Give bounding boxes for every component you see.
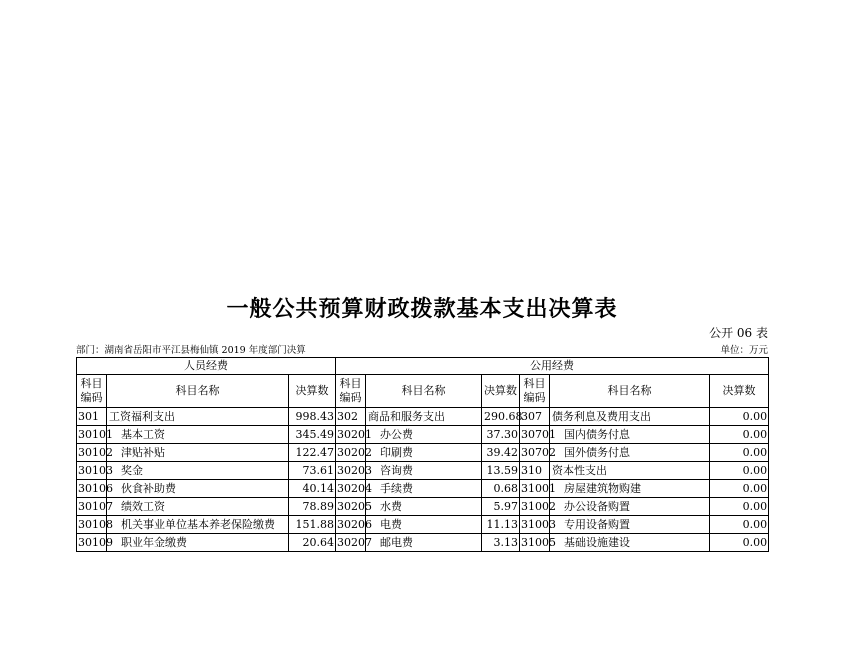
cell-code: 30204: [336, 480, 366, 498]
cell-code: 30202: [336, 444, 366, 462]
cell-amount: 78.89: [289, 498, 336, 516]
cell-code: 30206: [336, 516, 366, 534]
cell-name: 办公设备购置: [550, 498, 710, 516]
cell-code: 301: [77, 408, 107, 426]
cell-name: 工资福利支出: [107, 408, 289, 426]
cell-name: 水费: [366, 498, 482, 516]
department-label: 部门：湖南省岳阳市平江县梅仙镇 2019 年度部门决算: [76, 345, 306, 356]
cell-name: 手续费: [366, 480, 482, 498]
cell-amount: 73.61: [289, 462, 336, 480]
cell-amount: 0.00: [710, 408, 769, 426]
cell-amount: 37.30: [482, 426, 520, 444]
cell-code: 31001: [520, 480, 550, 498]
cell-code: 31002: [520, 498, 550, 516]
cell-code: 30203: [336, 462, 366, 480]
form-code: 公开 06 表: [709, 326, 768, 340]
table-row: [77, 426, 769, 444]
table-row: [77, 516, 769, 534]
header-amount: 决算数: [482, 375, 520, 408]
cell-name: 印刷费: [366, 444, 482, 462]
cell-name: 商品和服务支出: [366, 408, 482, 426]
cell-code: 30701: [520, 426, 550, 444]
cell-amount: 0.00: [710, 444, 769, 462]
cell-name: 绩效工资: [107, 498, 289, 516]
expenditure-table: [76, 357, 769, 552]
cell-name: 津贴补贴: [107, 444, 289, 462]
cell-code: 30702: [520, 444, 550, 462]
header-code: 科目编码: [336, 375, 366, 408]
cell-name: 机关事业单位基本养老保险缴费: [107, 516, 289, 534]
cell-name: 电费: [366, 516, 482, 534]
cell-name: 基本工资: [107, 426, 289, 444]
table-row: [77, 534, 769, 552]
cell-amount: 3.13: [482, 534, 520, 552]
cell-amount: 0.00: [710, 480, 769, 498]
cell-amount: 11.13: [482, 516, 520, 534]
cell-code: 302: [336, 408, 366, 426]
cell-code: 30201: [336, 426, 366, 444]
unit-label: 单位：万元: [720, 345, 768, 356]
cell-amount: 151.88: [289, 516, 336, 534]
header-name: 科目名称: [550, 375, 710, 408]
cell-amount: 290.68: [482, 408, 520, 426]
cell-name: 办公费: [366, 426, 482, 444]
cell-code: 31005: [520, 534, 550, 552]
cell-amount: 20.64: [289, 534, 336, 552]
cell-code: 30109: [77, 534, 107, 552]
cell-name: 专用设备购置: [550, 516, 710, 534]
cell-name: 债务利息及费用支出: [550, 408, 710, 426]
cell-name: 伙食补助费: [107, 480, 289, 498]
cell-code: 30207: [336, 534, 366, 552]
cell-amount: 998.43: [289, 408, 336, 426]
cell-amount: 40.14: [289, 480, 336, 498]
header-amount: 决算数: [289, 375, 336, 408]
header-name: 科目名称: [366, 375, 482, 408]
cell-code: 310: [520, 462, 550, 480]
cell-amount: 122.47: [289, 444, 336, 462]
cell-amount: 39.42: [482, 444, 520, 462]
cell-amount: 0.00: [710, 516, 769, 534]
cell-amount: 0.00: [710, 498, 769, 516]
cell-amount: 0.00: [710, 426, 769, 444]
header-name: 科目名称: [107, 375, 289, 408]
table-row: [77, 444, 769, 462]
table-row: [77, 480, 769, 498]
cell-name: 奖金: [107, 462, 289, 480]
cell-code: 30103: [77, 462, 107, 480]
group-personnel: 人员经费: [77, 358, 336, 375]
header-code: 科目编码: [520, 375, 550, 408]
header-amount: 决算数: [710, 375, 769, 408]
cell-amount: 0.00: [710, 534, 769, 552]
header-code: 科目编码: [77, 375, 107, 408]
cell-code: 31003: [520, 516, 550, 534]
cell-amount: 0.68: [482, 480, 520, 498]
cell-code: 30106: [77, 480, 107, 498]
table-row: [77, 498, 769, 516]
table-row: [77, 462, 769, 480]
cell-name: 职业年金缴费: [107, 534, 289, 552]
cell-name: 基础设施建设: [550, 534, 710, 552]
cell-name: 国外债务付息: [550, 444, 710, 462]
cell-name: 咨询费: [366, 462, 482, 480]
cell-code: 30107: [77, 498, 107, 516]
cell-code: 30108: [77, 516, 107, 534]
cell-code: 307: [520, 408, 550, 426]
cell-amount: 0.00: [710, 462, 769, 480]
table-row: [77, 408, 769, 426]
group-public: 公用经费: [336, 358, 769, 375]
cell-amount: 345.49: [289, 426, 336, 444]
cell-amount: 13.59: [482, 462, 520, 480]
cell-code: 30205: [336, 498, 366, 516]
page-title: 一般公共预算财政拨款基本支出决算表: [226, 296, 618, 322]
cell-name: 资本性支出: [550, 462, 710, 480]
cell-code: 30101: [77, 426, 107, 444]
cell-name: 房屋建筑物购建: [550, 480, 710, 498]
cell-name: 国内债务付息: [550, 426, 710, 444]
cell-name: 邮电费: [366, 534, 482, 552]
cell-code: 30102: [77, 444, 107, 462]
cell-amount: 5.97: [482, 498, 520, 516]
